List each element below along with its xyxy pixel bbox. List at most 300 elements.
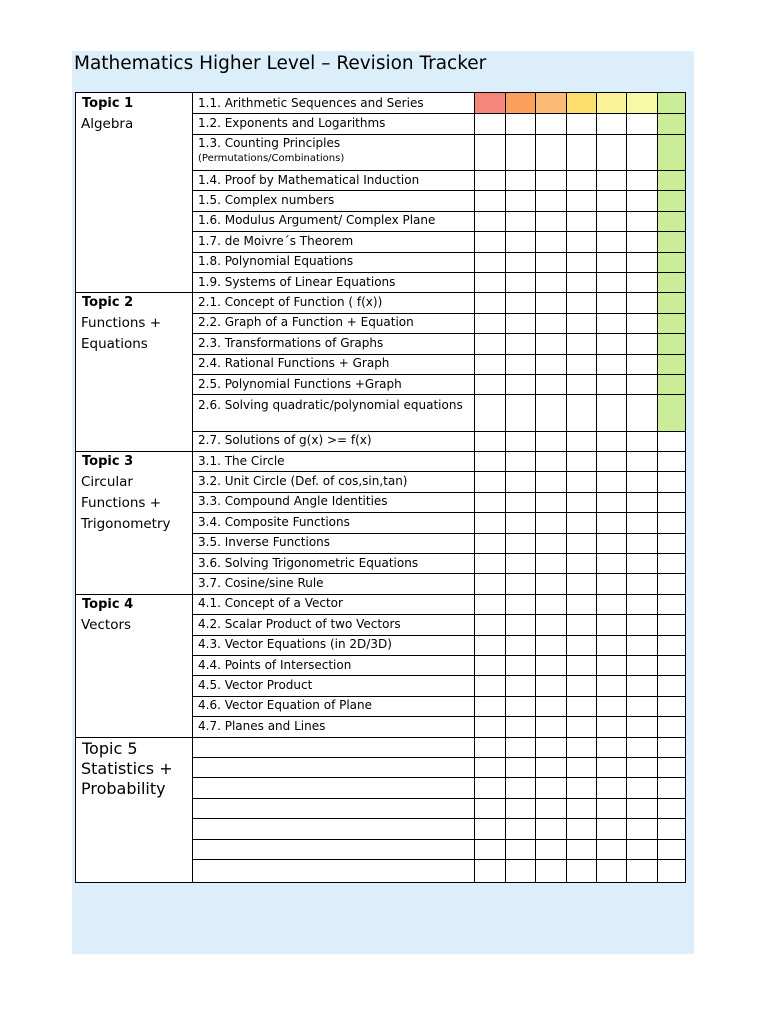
rating-cell[interactable] [597, 676, 626, 695]
subtopic-label: 1.8. Polynomial Equations [198, 254, 354, 269]
rating-cell[interactable] [627, 819, 657, 838]
subtopic-label: 2.2. Graph of a Function + Equation [198, 315, 414, 330]
rating-cell[interactable] [658, 758, 685, 777]
rating-cell[interactable] [475, 452, 505, 471]
rating-cell[interactable] [475, 375, 505, 394]
rating-cell[interactable] [567, 860, 596, 879]
rating-cell[interactable] [567, 513, 596, 532]
rating-cell[interactable] [627, 232, 657, 251]
rating-cell[interactable] [658, 574, 685, 593]
topic-cell [76, 737, 192, 880]
rating-cell[interactable] [627, 840, 657, 859]
rating-cell[interactable] [567, 171, 596, 190]
rating-cell[interactable] [506, 355, 535, 374]
topic-cell [76, 451, 192, 594]
rating-cell[interactable] [506, 452, 535, 471]
rating-cell[interactable] [506, 697, 535, 716]
topic-number: Topic 2 [82, 295, 134, 311]
rating-cell[interactable] [567, 432, 596, 451]
rating-cell[interactable] [658, 636, 685, 655]
rating-cell[interactable] [597, 860, 626, 879]
rating-cell[interactable] [567, 615, 596, 634]
rating-cell[interactable] [567, 636, 596, 655]
rating-cell[interactable] [658, 452, 685, 471]
rating-cell[interactable] [475, 472, 505, 491]
rating-cell[interactable] [658, 472, 685, 491]
rating-cell[interactable] [567, 554, 596, 573]
rating-cell[interactable] [506, 135, 535, 170]
column-divider [505, 93, 506, 882]
rating-cell[interactable] [627, 334, 657, 353]
rating-cell[interactable] [506, 293, 535, 312]
rating-cell[interactable] [536, 293, 566, 312]
rating-cell[interactable] [627, 472, 657, 491]
rating-cell[interactable] [536, 636, 566, 655]
rating-cell[interactable] [627, 253, 657, 272]
rating-cell[interactable] [536, 212, 566, 231]
rating-cell[interactable] [506, 799, 535, 818]
subtopic-label: 3.6. Solving Trigonometric Equations [198, 555, 419, 570]
rating-cell[interactable] [567, 799, 596, 818]
subtopic-label: 3.3. Compound Angle Identities [198, 494, 388, 509]
rating-cell[interactable] [597, 232, 626, 251]
rating-cell[interactable] [627, 375, 657, 394]
rating-cell[interactable] [627, 697, 657, 716]
rating-cell[interactable] [475, 93, 505, 113]
rating-cell[interactable] [506, 212, 535, 231]
rating-cell[interactable] [506, 717, 535, 736]
column-divider [596, 93, 597, 882]
rating-cell[interactable] [597, 595, 626, 614]
rating-cell[interactable] [597, 513, 626, 532]
rating-cell[interactable] [627, 513, 657, 532]
rating-cell[interactable] [627, 717, 657, 736]
rating-cell[interactable] [506, 375, 535, 394]
subtopic-label: 3.1. The Circle [198, 453, 285, 468]
rating-cell[interactable] [475, 758, 505, 777]
rating-cell[interactable] [658, 355, 685, 374]
rating-cell[interactable] [627, 636, 657, 655]
rating-cell[interactable] [597, 293, 626, 312]
rating-cell[interactable] [627, 135, 657, 170]
rating-cell[interactable] [475, 840, 505, 859]
rating-cell[interactable] [475, 334, 505, 353]
rating-cell[interactable] [475, 293, 505, 312]
column-divider [657, 93, 658, 882]
rating-cell[interactable] [658, 615, 685, 634]
topic-number: Topic 5 [82, 738, 138, 758]
rating-cell[interactable] [658, 656, 685, 675]
subtopic-label: 2.4. Rational Functions + Graph [198, 356, 390, 371]
rating-cell[interactable] [567, 114, 596, 133]
topic-number: Topic 4 [82, 596, 134, 612]
rating-cell[interactable] [536, 697, 566, 716]
rating-cell[interactable] [506, 273, 535, 292]
rating-cell[interactable] [506, 232, 535, 251]
rating-cell[interactable] [506, 314, 535, 333]
rating-cell[interactable] [658, 253, 685, 272]
rating-cell[interactable] [506, 534, 535, 553]
rating-cell[interactable] [658, 293, 685, 312]
rating-cell[interactable] [567, 574, 596, 593]
rating-cell[interactable] [536, 615, 566, 634]
rating-cell[interactable] [536, 595, 566, 614]
rating-cell[interactable] [627, 293, 657, 312]
rating-cell[interactable] [475, 253, 505, 272]
rating-cell[interactable] [597, 778, 626, 797]
rating-cell[interactable] [597, 534, 626, 553]
rating-cell[interactable] [506, 574, 535, 593]
rating-cell[interactable] [597, 799, 626, 818]
rating-cell[interactable] [536, 676, 566, 695]
rating-cell[interactable] [658, 273, 685, 292]
rating-cell[interactable] [567, 595, 596, 614]
subtopic-label: 4.2. Scalar Product of two Vectors [198, 616, 401, 631]
rating-cell[interactable] [567, 375, 596, 394]
rating-cell[interactable] [567, 819, 596, 838]
topic-name: Algebra [81, 116, 134, 132]
subtopic-label: 3.7. Cosine/sine Rule [198, 575, 324, 590]
rating-cell[interactable] [475, 314, 505, 333]
topic-cell [76, 292, 192, 451]
rating-cell[interactable] [475, 493, 505, 512]
rating-cell[interactable] [597, 493, 626, 512]
rating-cell[interactable] [567, 738, 596, 757]
rating-cell[interactable] [627, 314, 657, 333]
rating-cell[interactable] [536, 493, 566, 512]
rating-cell[interactable] [567, 676, 596, 695]
rating-cell[interactable] [597, 253, 626, 272]
rating-cell[interactable] [506, 758, 535, 777]
rating-cell[interactable] [597, 93, 626, 113]
rating-cell[interactable] [627, 191, 657, 210]
rating-cell[interactable] [536, 232, 566, 251]
column-divider [566, 93, 567, 882]
rating-cell[interactable] [536, 253, 566, 272]
column-divider [192, 93, 193, 882]
rating-cell[interactable] [567, 253, 596, 272]
rating-cell[interactable] [567, 93, 596, 113]
rating-cell[interactable] [536, 472, 566, 491]
rating-cell[interactable] [658, 717, 685, 736]
rating-cell[interactable] [627, 93, 657, 113]
rating-cell[interactable] [658, 191, 685, 210]
rating-cell[interactable] [597, 758, 626, 777]
rating-cell[interactable] [597, 472, 626, 491]
rating-cell[interactable] [627, 799, 657, 818]
rating-cell[interactable] [567, 212, 596, 231]
rating-cell[interactable] [658, 171, 685, 190]
rating-cell[interactable] [658, 395, 685, 430]
rating-cell[interactable] [627, 738, 657, 757]
rating-cell[interactable] [627, 171, 657, 190]
rating-cell[interactable] [597, 738, 626, 757]
rating-cell[interactable] [536, 314, 566, 333]
rating-cell[interactable] [597, 819, 626, 838]
rating-cell[interactable] [506, 395, 535, 430]
rating-cell[interactable] [567, 840, 596, 859]
rating-cell[interactable] [627, 595, 657, 614]
rating-cell[interactable] [475, 860, 505, 879]
subtopic-label: 1.4. Proof by Mathematical Induction [198, 172, 420, 187]
subtopic-label: 2.6. Solving quadratic/polynomial equations [198, 397, 463, 412]
rating-cell[interactable] [536, 738, 566, 757]
topic-cell [76, 594, 192, 737]
rating-cell[interactable] [475, 819, 505, 838]
rating-cell[interactable] [627, 395, 657, 430]
rating-cell[interactable] [506, 860, 535, 879]
rating-cell[interactable] [475, 212, 505, 231]
rating-cell[interactable] [536, 273, 566, 292]
rating-cell[interactable] [506, 334, 535, 353]
subtopic-label: 4.3. Vector Equations (in 2D/3D) [198, 637, 392, 652]
rating-cell[interactable] [536, 840, 566, 859]
rating-cell[interactable] [658, 554, 685, 573]
rating-cell[interactable] [536, 334, 566, 353]
subtopic-label [198, 135, 478, 165]
rating-cell[interactable] [627, 574, 657, 593]
rating-cell[interactable] [475, 738, 505, 757]
rating-cell[interactable] [567, 191, 596, 210]
rating-cell[interactable] [597, 697, 626, 716]
rating-cell[interactable] [506, 615, 535, 634]
rating-cell[interactable] [627, 860, 657, 879]
rating-cell[interactable] [567, 697, 596, 716]
rating-cell[interactable] [658, 432, 685, 451]
rating-cell[interactable] [536, 656, 566, 675]
rating-cell[interactable] [567, 334, 596, 353]
rating-cell[interactable] [627, 452, 657, 471]
rating-cell[interactable] [536, 758, 566, 777]
rating-cell[interactable] [506, 191, 535, 210]
rating-cell[interactable] [658, 860, 685, 879]
rating-cell[interactable] [658, 738, 685, 757]
rating-cell[interactable] [597, 395, 626, 430]
rating-cell[interactable] [597, 375, 626, 394]
rating-cell[interactable] [658, 212, 685, 231]
rating-cell[interactable] [475, 656, 505, 675]
rating-cell[interactable] [658, 840, 685, 859]
rating-cell[interactable] [627, 432, 657, 451]
rating-cell[interactable] [475, 513, 505, 532]
rating-cell[interactable] [597, 135, 626, 170]
rating-cell[interactable] [627, 656, 657, 675]
rating-cell[interactable] [658, 819, 685, 838]
rating-cell[interactable] [536, 114, 566, 133]
rating-cell[interactable] [475, 355, 505, 374]
rating-cell[interactable] [567, 355, 596, 374]
rating-cell[interactable] [658, 93, 685, 113]
rating-cell[interactable] [506, 778, 535, 797]
subtopic-label: 1.9. Systems of Linear Equations [198, 274, 396, 289]
rating-cell[interactable] [627, 114, 657, 133]
rating-cell[interactable] [536, 171, 566, 190]
rating-cell[interactable] [627, 212, 657, 231]
rating-cell[interactable] [597, 636, 626, 655]
rating-cell[interactable] [597, 355, 626, 374]
rating-cell[interactable] [536, 375, 566, 394]
rating-cell[interactable] [475, 636, 505, 655]
rating-cell[interactable] [658, 534, 685, 553]
rating-cell[interactable] [658, 676, 685, 695]
rating-cell[interactable] [475, 615, 505, 634]
rating-cell[interactable] [567, 717, 596, 736]
rating-cell[interactable] [567, 493, 596, 512]
rating-cell[interactable] [536, 574, 566, 593]
rating-cell[interactable] [475, 595, 505, 614]
topic-cell [76, 93, 192, 292]
subtopic-label: 3.5. Inverse Functions [198, 535, 331, 550]
rating-cell[interactable] [658, 114, 685, 133]
rating-cell[interactable] [536, 717, 566, 736]
rating-cell[interactable] [506, 554, 535, 573]
rating-cell[interactable] [597, 452, 626, 471]
topic-name: Functions + Equations [81, 315, 162, 353]
topic-number: Topic 1 [82, 96, 134, 111]
rating-cell[interactable] [475, 554, 505, 573]
rating-cell[interactable] [475, 574, 505, 593]
rating-cell[interactable] [475, 432, 505, 451]
rating-cell[interactable] [658, 314, 685, 333]
rating-cell[interactable] [567, 758, 596, 777]
topic-name: Vectors [81, 616, 132, 633]
rating-cell[interactable] [567, 314, 596, 333]
rating-cell[interactable] [567, 293, 596, 312]
subtopic-label: 4.5. Vector Product [198, 677, 313, 692]
rating-cell[interactable] [536, 191, 566, 210]
rating-cell[interactable] [536, 452, 566, 471]
subtopic-label: 1.6. Modulus Argument/ Complex Plane [198, 213, 436, 228]
rating-cell[interactable] [475, 697, 505, 716]
rating-cell[interactable] [475, 135, 505, 170]
rating-cell[interactable] [627, 493, 657, 512]
rating-cell[interactable] [597, 615, 626, 634]
rating-cell[interactable] [536, 135, 566, 170]
rating-cell[interactable] [536, 799, 566, 818]
rating-cell[interactable] [475, 191, 505, 210]
subtopic-label: 3.4. Composite Functions [198, 514, 350, 529]
subtopic-label: 1.5. Complex numbers [198, 192, 335, 207]
rating-cell[interactable] [475, 114, 505, 133]
rating-cell[interactable] [567, 273, 596, 292]
rating-cell[interactable] [567, 778, 596, 797]
rating-cell[interactable] [475, 778, 505, 797]
rating-cell[interactable] [506, 114, 535, 133]
rating-cell[interactable] [597, 432, 626, 451]
rating-cell[interactable] [475, 717, 505, 736]
rating-cell[interactable] [658, 232, 685, 251]
rating-cell[interactable] [597, 114, 626, 133]
rating-cell[interactable] [475, 171, 505, 190]
rating-cell[interactable] [567, 232, 596, 251]
rating-cell[interactable] [597, 840, 626, 859]
rating-cell[interactable] [475, 799, 505, 818]
rating-cell[interactable] [536, 93, 566, 113]
rating-cell[interactable] [536, 432, 566, 451]
topic-number: Topic 3 [82, 454, 134, 469]
rating-cell[interactable] [597, 171, 626, 190]
rating-cell[interactable] [597, 717, 626, 736]
rating-cell[interactable] [658, 334, 685, 353]
rating-cell[interactable] [658, 513, 685, 532]
rating-cell[interactable] [536, 395, 566, 430]
rating-cell[interactable] [597, 574, 626, 593]
rating-cell[interactable] [658, 799, 685, 818]
rating-cell[interactable] [597, 334, 626, 353]
rating-cell[interactable] [597, 212, 626, 231]
rating-cell[interactable] [658, 493, 685, 512]
rating-cell[interactable] [506, 171, 535, 190]
rating-cell[interactable] [597, 656, 626, 675]
rating-cell[interactable] [536, 355, 566, 374]
rating-cell[interactable] [658, 135, 685, 170]
rating-cell[interactable] [597, 554, 626, 573]
rating-cell[interactable] [475, 534, 505, 553]
rating-cell[interactable] [597, 273, 626, 292]
rating-cell[interactable] [597, 191, 626, 210]
rating-cell[interactable] [506, 738, 535, 757]
rating-cell[interactable] [567, 472, 596, 491]
rating-cell[interactable] [475, 676, 505, 695]
rating-cell[interactable] [627, 615, 657, 634]
rating-cell[interactable] [506, 513, 535, 532]
rating-cell[interactable] [627, 554, 657, 573]
rating-cell[interactable] [536, 819, 566, 838]
rating-cell[interactable] [567, 452, 596, 471]
rating-cell[interactable] [627, 676, 657, 695]
rating-cell[interactable] [567, 395, 596, 430]
rating-cell[interactable] [506, 93, 535, 113]
rating-cell[interactable] [658, 375, 685, 394]
rating-cell[interactable] [658, 697, 685, 716]
subtopic-label: 2.3. Transformations of Graphs [198, 335, 384, 350]
rating-cell[interactable] [536, 513, 566, 532]
subtopic-label: 3.2. Unit Circle (Def. of cos,sin,tan) [198, 473, 408, 488]
column-divider [626, 93, 627, 882]
rating-cell[interactable] [627, 273, 657, 292]
rating-cell[interactable] [475, 273, 505, 292]
subtopic-label: 1.2. Exponents and Logarithms [198, 115, 386, 130]
rating-cell[interactable] [506, 472, 535, 491]
rating-cell[interactable] [506, 840, 535, 859]
subtopic-label: 1.1. Arithmetic Sequences and Series [198, 95, 424, 110]
rating-cell[interactable] [536, 554, 566, 573]
rating-cell[interactable] [506, 432, 535, 451]
rating-cell[interactable] [536, 860, 566, 879]
rating-cell[interactable] [475, 395, 505, 430]
rating-cell[interactable] [597, 314, 626, 333]
rating-cell[interactable] [506, 676, 535, 695]
rating-cell[interactable] [627, 534, 657, 553]
rating-cell[interactable] [506, 493, 535, 512]
rating-cell[interactable] [506, 636, 535, 655]
rating-cell[interactable] [506, 253, 535, 272]
rating-cell[interactable] [536, 534, 566, 553]
rating-cell[interactable] [506, 656, 535, 675]
rating-cell[interactable] [627, 778, 657, 797]
rating-cell[interactable] [567, 135, 596, 170]
rating-cell[interactable] [567, 534, 596, 553]
rating-cell[interactable] [536, 778, 566, 797]
rating-cell[interactable] [475, 232, 505, 251]
rating-cell[interactable] [627, 355, 657, 374]
rating-cell[interactable] [506, 819, 535, 838]
rating-cell[interactable] [658, 595, 685, 614]
rating-cell[interactable] [506, 595, 535, 614]
rating-cell[interactable] [658, 778, 685, 797]
rating-cell[interactable] [567, 656, 596, 675]
rating-cell[interactable] [627, 758, 657, 777]
